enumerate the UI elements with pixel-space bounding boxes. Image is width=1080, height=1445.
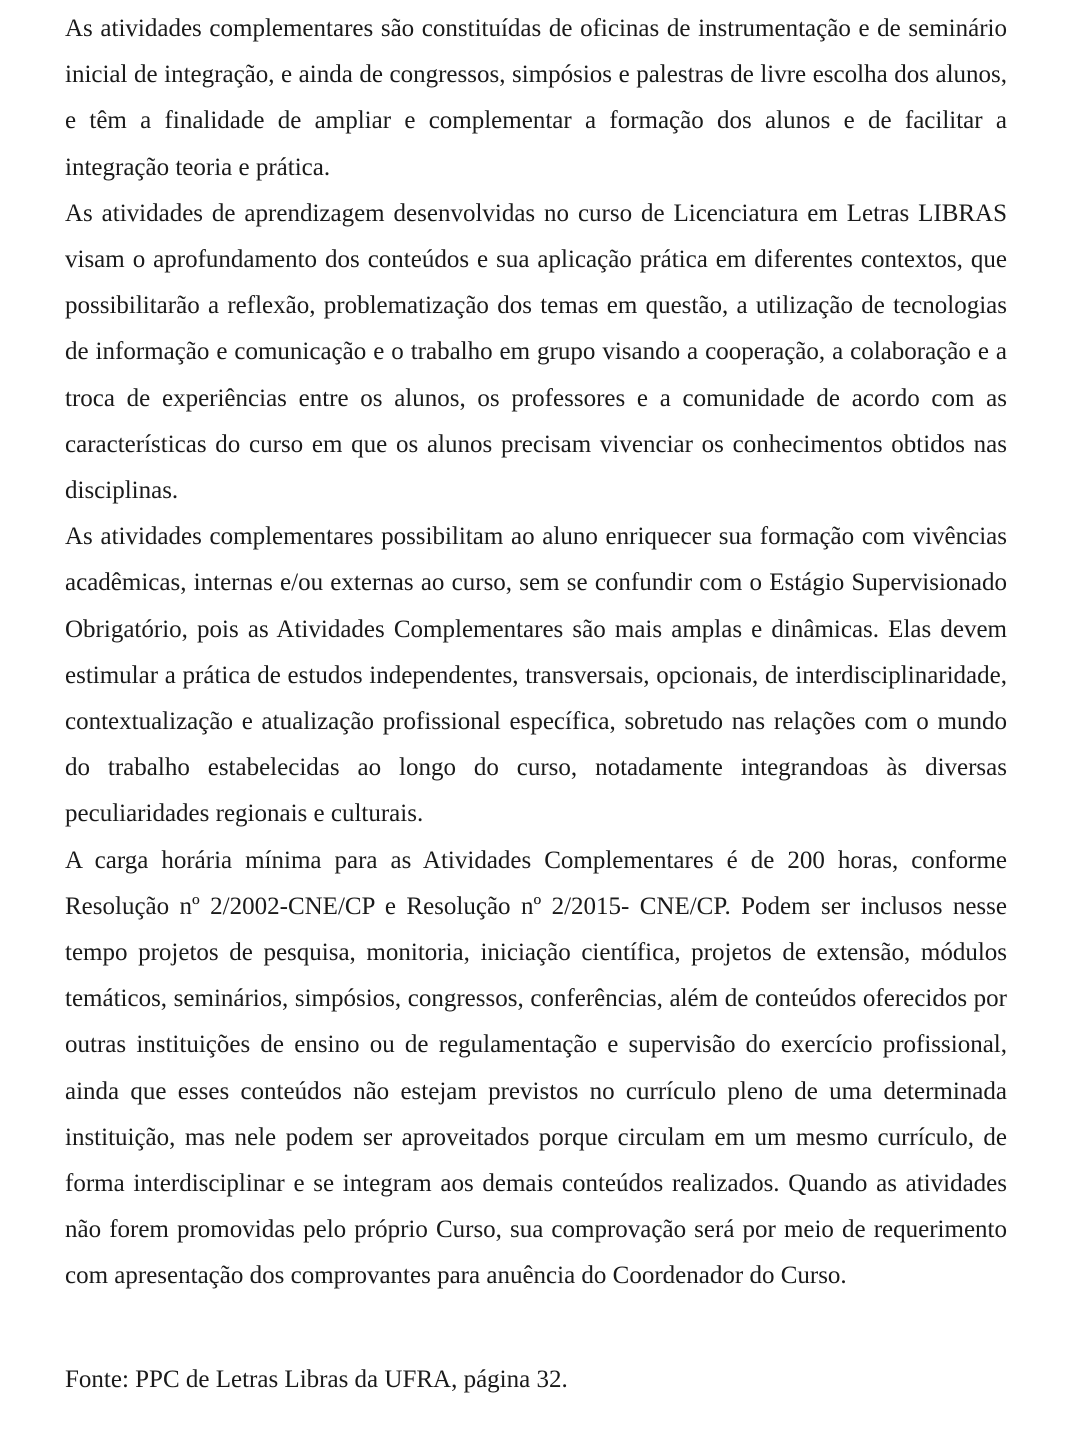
paragraph-activities-definition: As atividades complementares são constituídas de oficinas de instrumentação e de seminário inicial de integração, e ainda de congressos, simpósios e palestras de livre escolha dos alunos, e têm a finalidade de ampliar e complementar a formação dos alunos e de facilitar a integração teoria e prática.	[65, 15, 1007, 181]
document-body	[65, 6, 1007, 1300]
source-citation: Fonte: PPC de Letras Libras da UFRA, página 32.	[65, 1366, 568, 1393]
paragraph-learning-activities: As atividades de aprendizagem desenvolvidas no curso de Licenciatura em Letras LIBRAS visam o aprofundamento dos conteúdos e sua aplicação prática em diferentes contextos, que possibilitarão a reflexão, problematização dos temas em questão, a utilização de tecnologias de informação e comunicação e o trabalho em grupo visando a cooperação, a colaboração e a troca de experiências entre os alunos, os professores e a comunidade de acordo com as características do curso em que os alunos precisam vivenciar os conhecimentos obtidos nas disciplinas.	[65, 199, 1007, 505]
paragraph-workload: A carga horária mínima para as Atividades Complementares é de 200 horas, conforme Resolução nº 2/2002-CNE/CP e Resolução nº 2/2015- CNE/CP. Podem ser inclusos nesse tempo projetos de pesquisa, monitoria, iniciação científica, projetos de extensão, módulos temáticos, seminários, simpósios, congressos, conferências, além de conteúdos oferecidos por outras instituições de ensino ou de regulamentação e supervisão do exercício profissional, ainda que esses conteúdos não estejam previstos no currículo pleno de uma determinada instituição, mas nele podem ser aproveitados porque circulam em um mesmo currículo, de forma interdisciplinar e se integram aos demais conteúdos realizados. Quando as atividades não forem promovidas pelo próprio Curso, sua comprovação será por meio de requerimento com apresentação dos comprovantes para anuência do Coordenador do Curso.	[65, 846, 1007, 1290]
paragraph-complementary-enrichment: As atividades complementares possibilitam ao aluno enriquecer sua formação com vivências acadêmicas, internas e/ou externas ao curso, sem se confundir com o Estágio Supervisionado Obrigatório, pois as Atividades Complementares são mais amplas e dinâmicas. Elas devem estimular a prática de estudos independentes, transversais, opcionais, de interdisciplinaridade, contextualização e atualização profissional específica, sobretudo nas relações com o mundo do trabalho estabelecidas ao longo do curso, notadamente integrandoas às diversas peculiaridades regionais e culturais.	[65, 523, 1007, 828]
